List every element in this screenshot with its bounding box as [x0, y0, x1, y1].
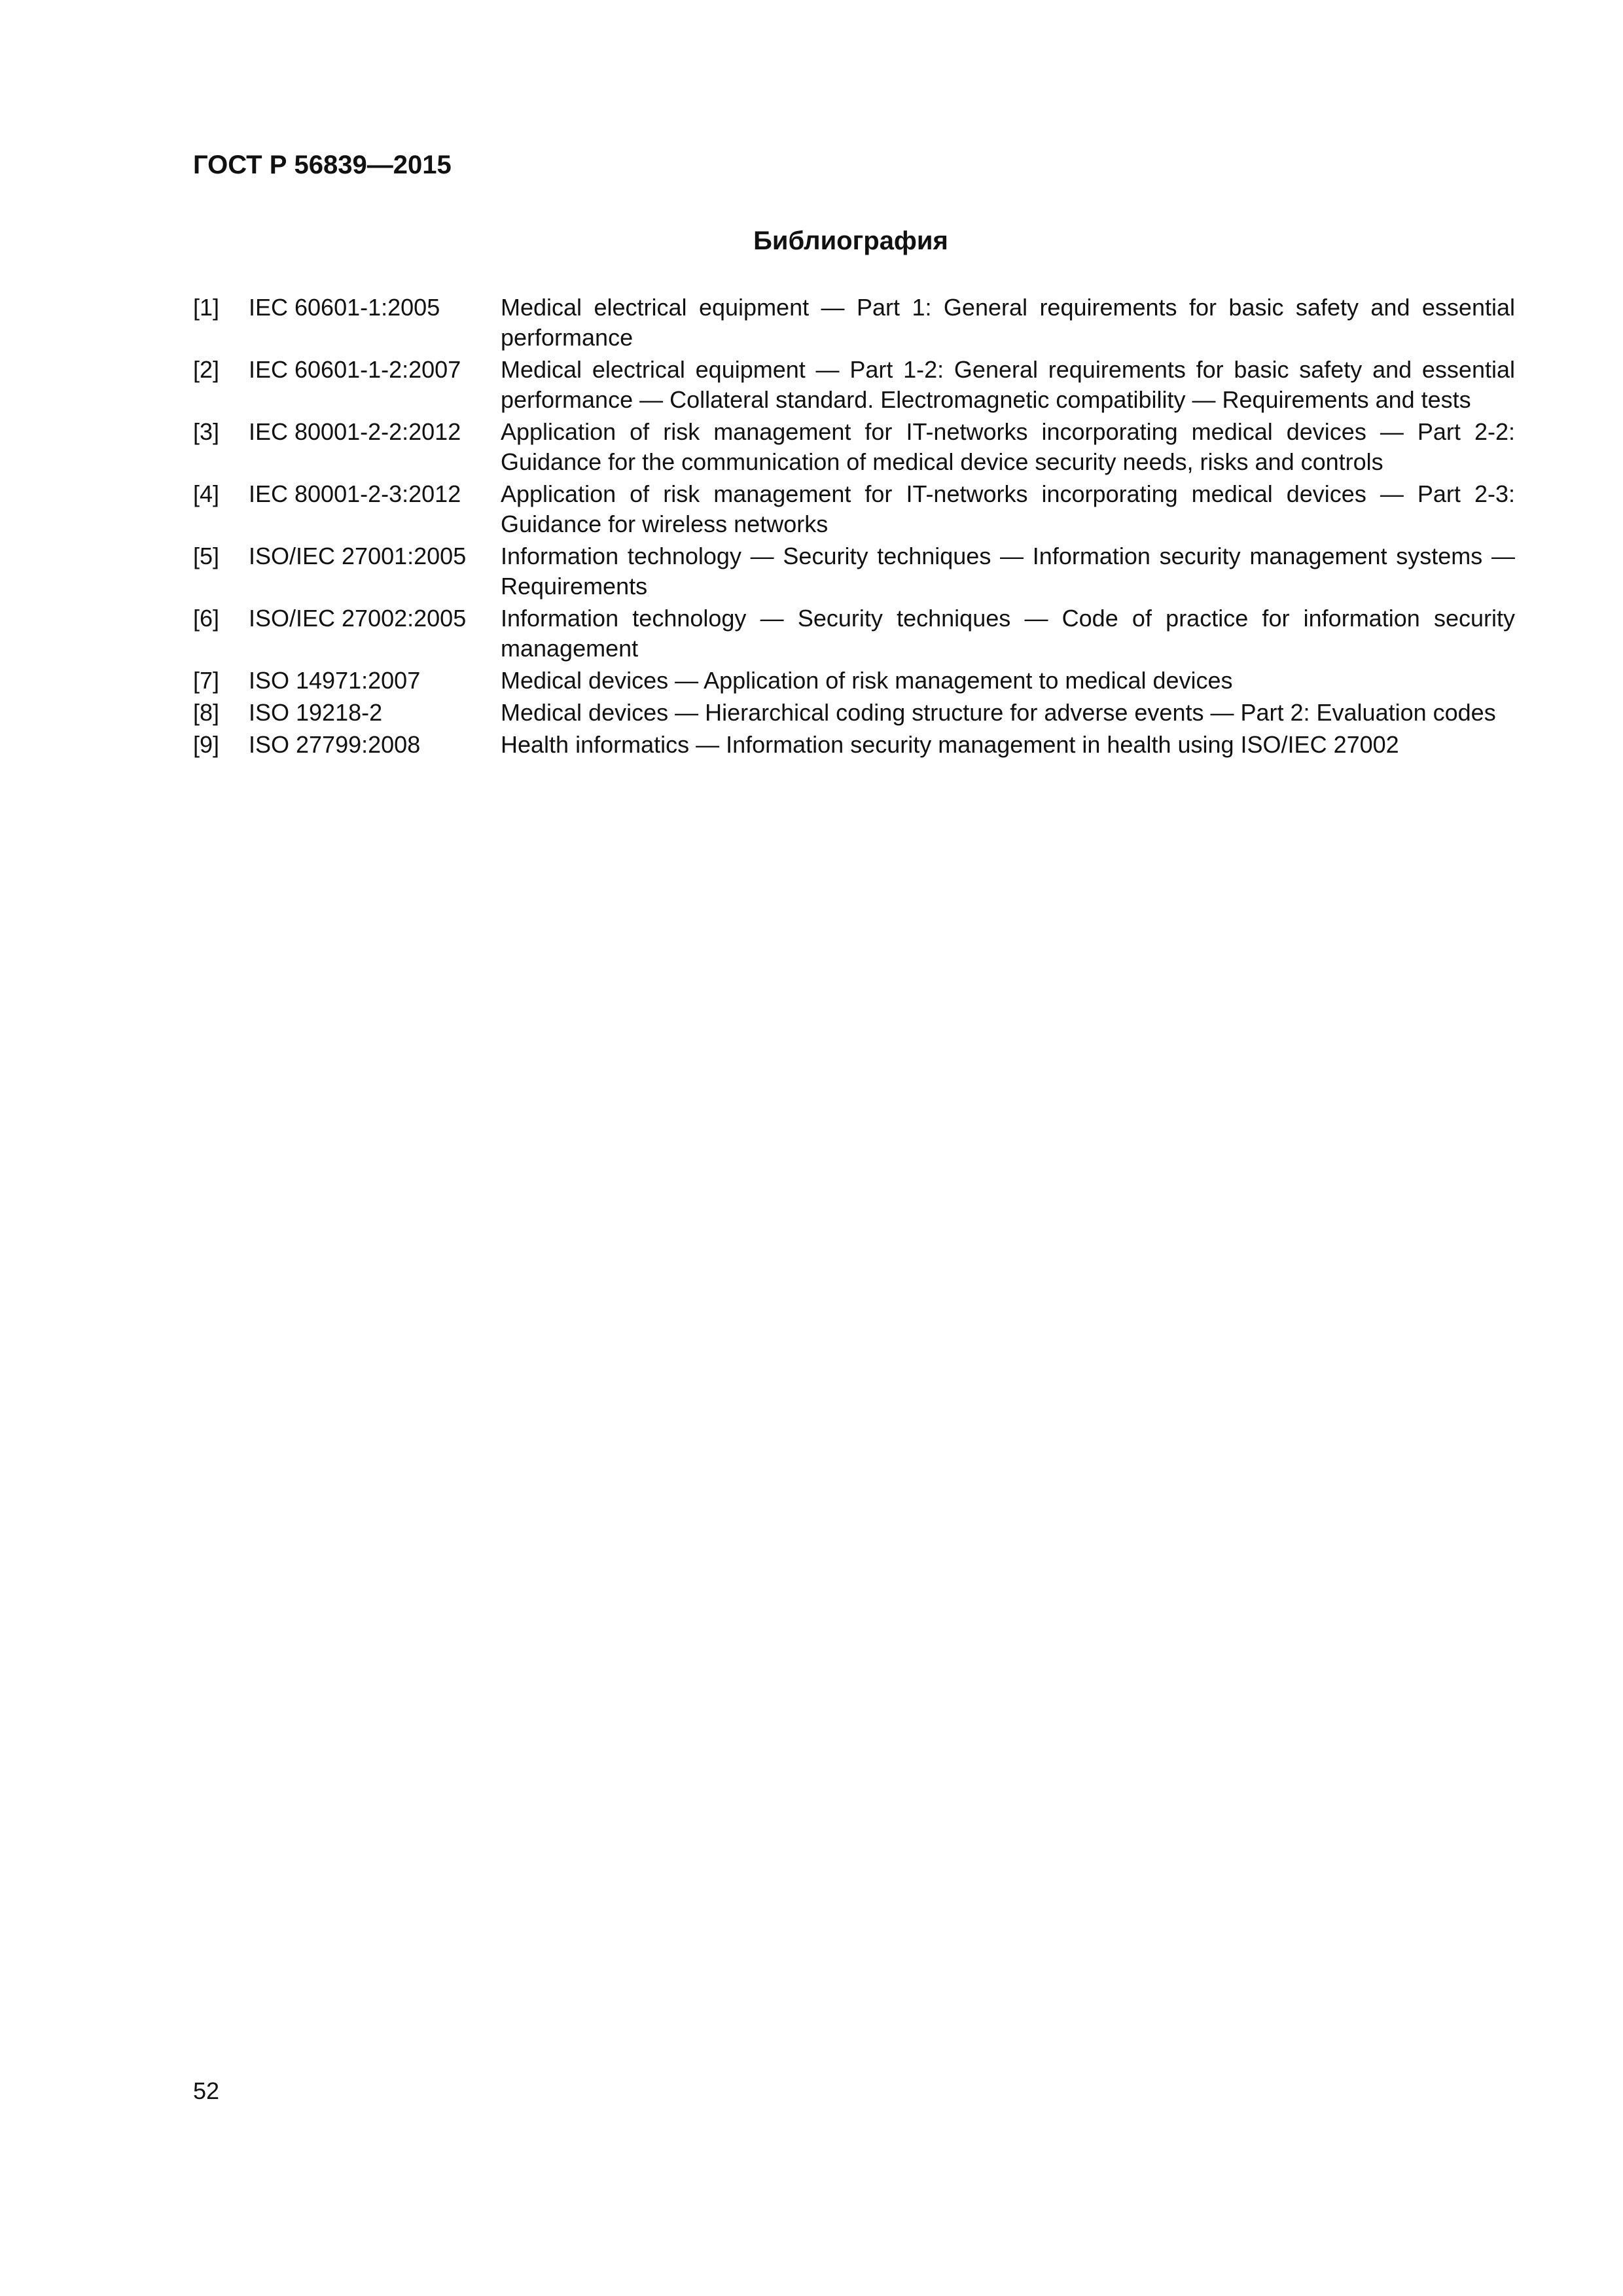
entry-number: [5]: [193, 543, 220, 569]
entry-number: [2]: [193, 356, 220, 383]
entry-number: [8]: [193, 699, 220, 726]
document-code: ГОСТ Р 56839—2015: [193, 151, 452, 179]
entry-number: [1]: [193, 294, 220, 321]
standard-code: IEC 60601-1-2:2007: [249, 356, 461, 383]
bibliography-entry: [193, 293, 1515, 353]
bibliography-entry: [193, 698, 1515, 728]
standard-code: IEC 80001-2-2:2012: [249, 418, 461, 445]
bibliography-entry: [193, 730, 1515, 760]
standard-code: ISO 27799:2008: [249, 731, 421, 758]
bibliography-entry: [193, 603, 1515, 664]
standard-title: Application of risk management for IT-networks incorporating medical devices — Part 2-2: Guidance for the communication of medical device security needs, risks and controls: [501, 418, 1515, 475]
entry-number: [3]: [193, 418, 220, 445]
standard-title: Medical devices — Hierarchical coding structure for adverse events — Part 2: Evaluation codes: [501, 699, 1496, 726]
section-title: Библиография: [753, 226, 948, 255]
page-number: 52: [193, 2077, 220, 2104]
entry-number: [9]: [193, 731, 220, 758]
standard-title: Information technology — Security techniques — Information security management systems — Requirements: [501, 543, 1515, 600]
standard-title: Health informatics — Information security management in health using ISO/IEC 27002: [501, 731, 1399, 758]
standard-title: Medical devices — Application of risk management to medical devices: [501, 667, 1233, 694]
standard-code: ISO/IEC 27001:2005: [249, 543, 467, 569]
bibliography-entry: [193, 355, 1515, 415]
entry-number: [6]: [193, 605, 220, 632]
standard-title: Application of risk management for IT-networks incorporating medical devices — Part 2-3: Guidance for wireless networks: [501, 480, 1515, 537]
entry-number: [4]: [193, 480, 220, 507]
bibliography-entry: [193, 479, 1515, 539]
bibliography-entry: [193, 417, 1515, 477]
standard-title: Medical electrical equipment — Part 1-2: General requirements for basic safety and essential performance — Collateral standard. Electromagnetic compatibility — Requirements and tests: [501, 356, 1515, 413]
standard-code: ISO 19218-2: [249, 699, 383, 726]
bibliography-entry: [193, 666, 1515, 696]
standard-code: IEC 80001-2-3:2012: [249, 480, 461, 507]
bibliography-entry: [193, 541, 1515, 601]
standard-title: Information technology — Security techniques — Code of practice for information security management: [501, 605, 1515, 662]
entry-number: [7]: [193, 667, 220, 694]
standard-code: ISO 14971:2007: [249, 667, 421, 694]
bibliography-list: [193, 293, 1515, 762]
standard-code: ISO/IEC 27002:2005: [249, 605, 467, 632]
standard-code: IEC 60601-1:2005: [249, 294, 440, 321]
standard-title: Medical electrical equipment — Part 1: General requirements for basic safety and essential performance: [501, 294, 1515, 351]
